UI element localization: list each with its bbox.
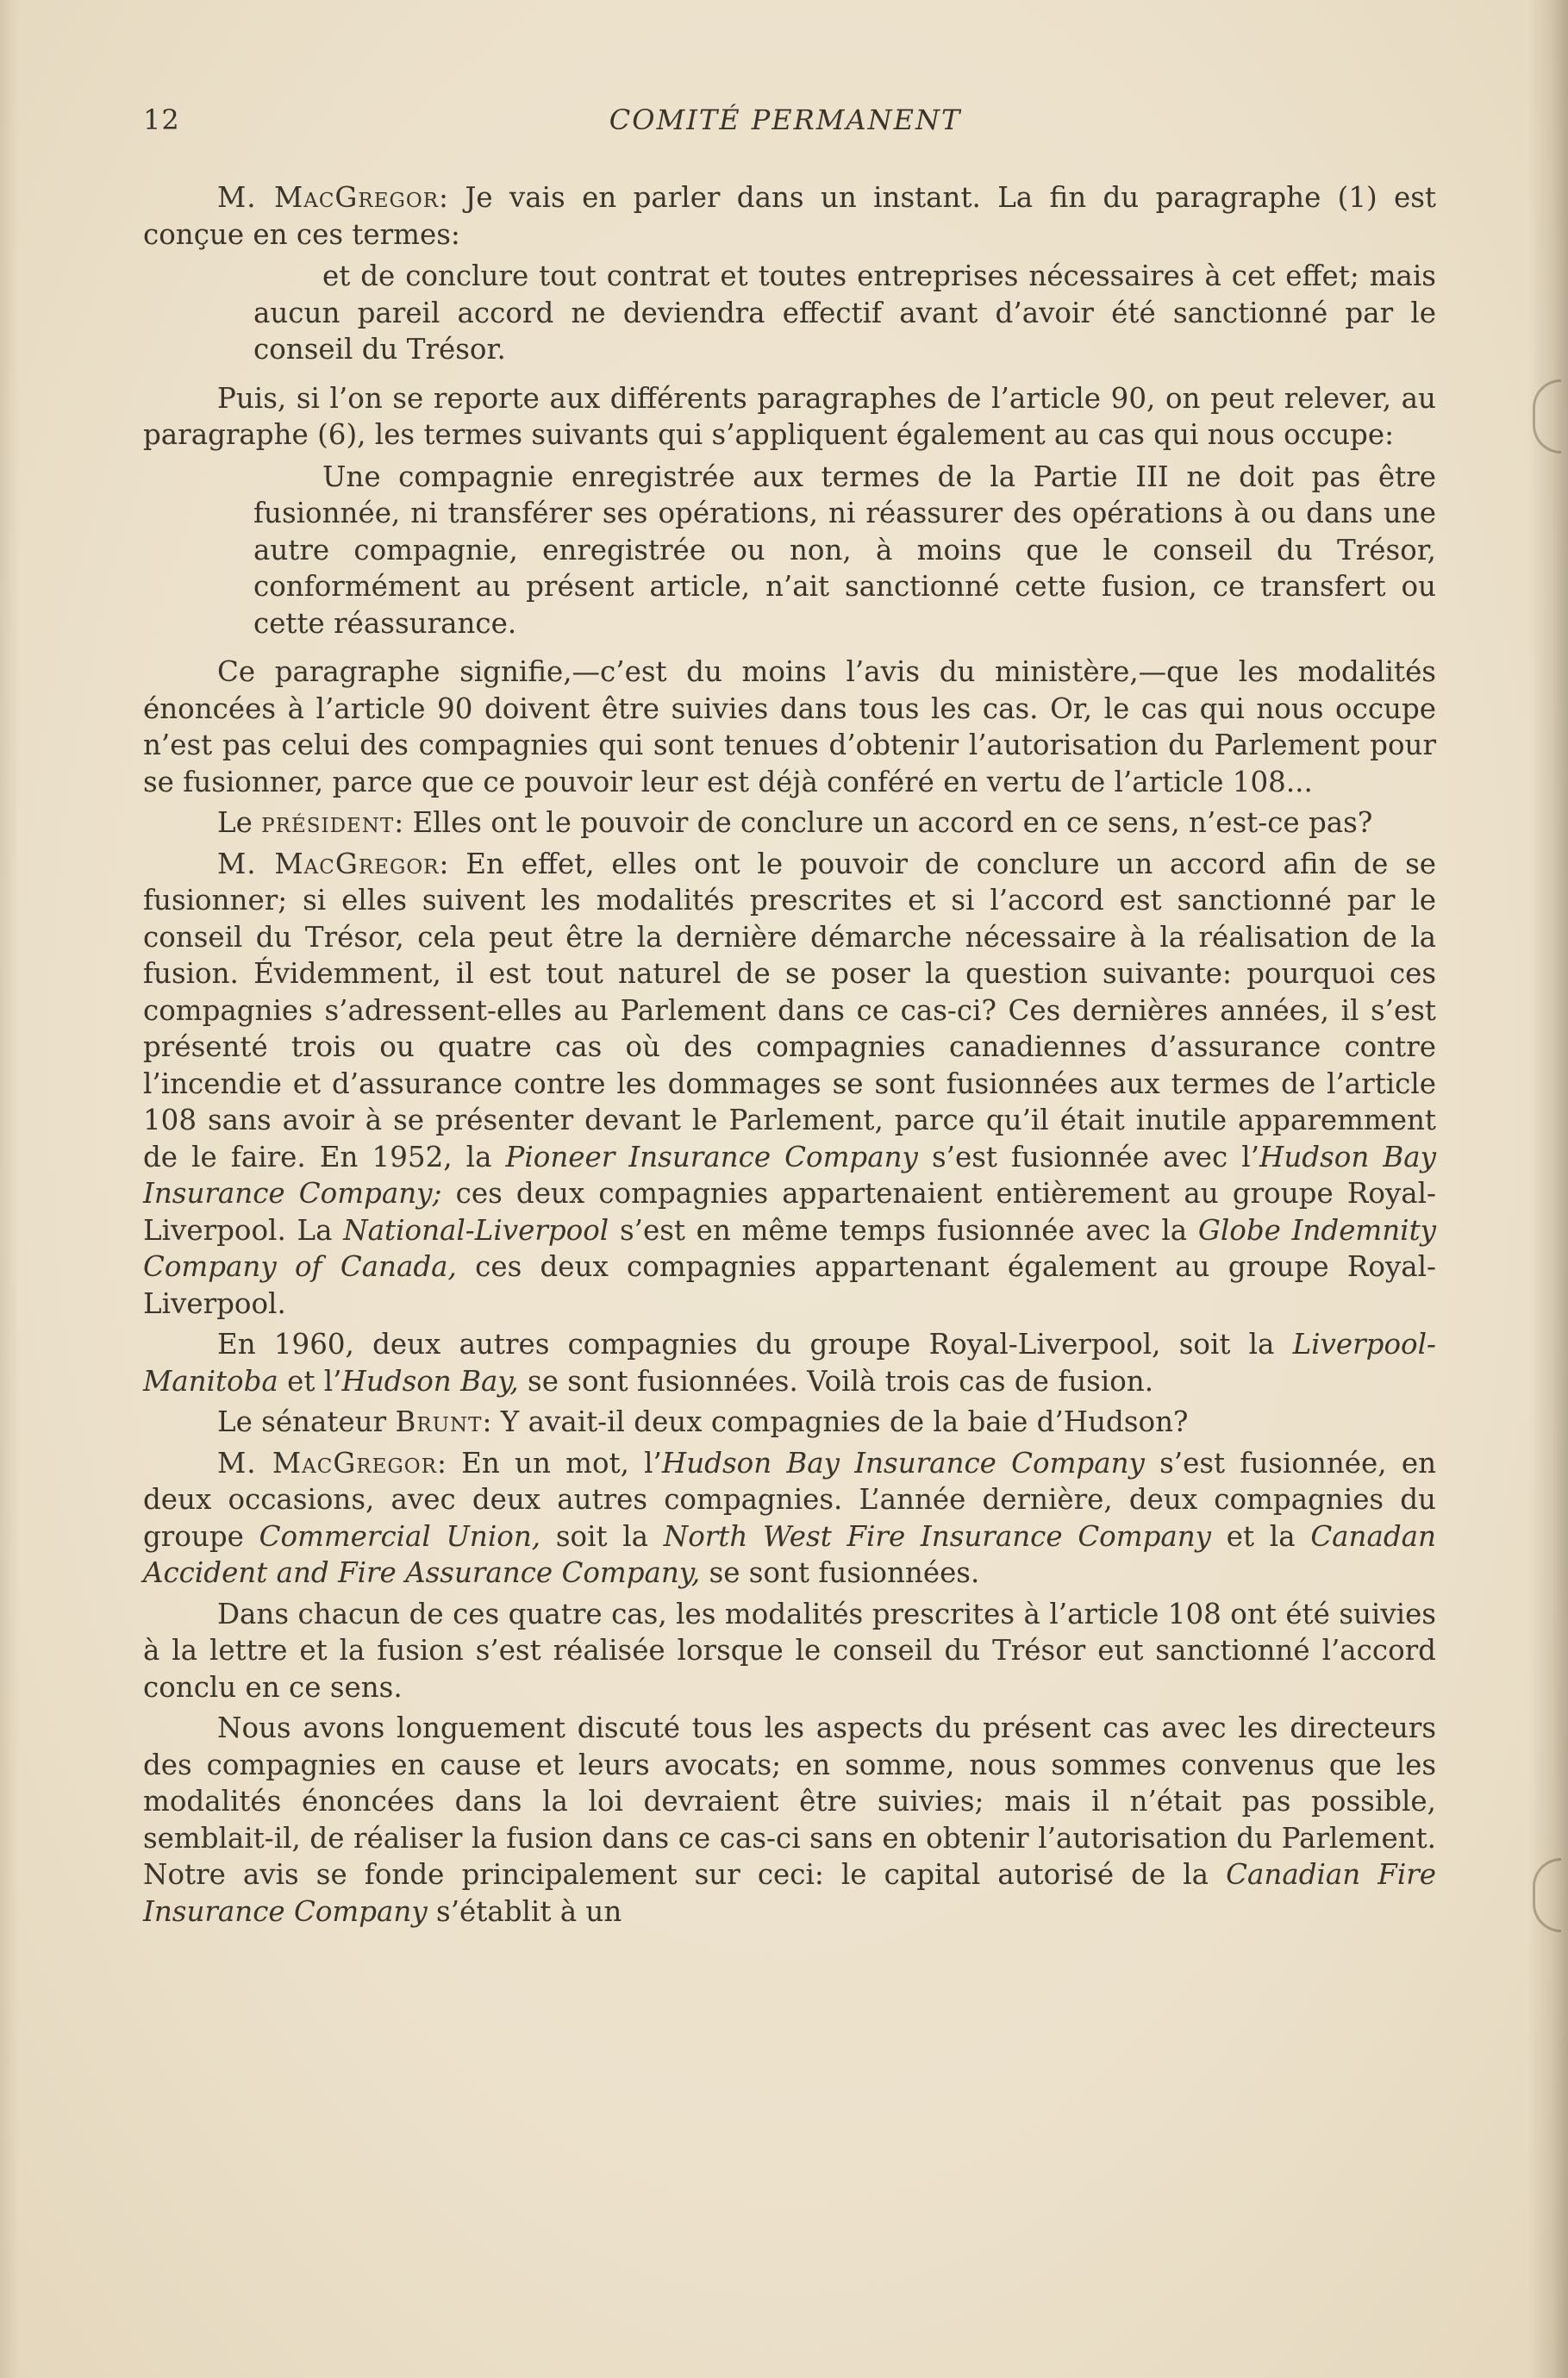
- paragraph-text: s’est en même temps fusionnée avec la: [609, 1213, 1198, 1247]
- block-quote: et de conclure tout contrat et toutes entreprises nécessaires à cet effet; mais aucun pareil accord ne deviendra effectif avant d’avoir été sanctionné par le conseil du Trésor.: [253, 260, 1436, 366]
- paragraph: [143, 1404, 1436, 1441]
- paragraph: Puis, si l’on se reporte aux différents paragraphes de l’article 90, on peut relever, au paragraphe (6), les termes suivants qui s’appliquent également au cas qui nous occupe:: [143, 381, 1436, 451]
- company-name: Commercial Union,: [259, 1519, 541, 1553]
- paragraph-text: s’est fusionnée, en deux occasions, avec deux autres compagnies. L’année dernière, deux compagnies du groupe: [143, 1446, 1437, 1553]
- paragraph: [143, 804, 1436, 842]
- company-name: Hudson Bay Insurance Company;: [143, 1140, 1436, 1210]
- page-left-edge: [0, 0, 19, 2378]
- block-quote: Une compagnie enregistrée aux termes de la Partie III ne doit pas être fusionnée, ni transférer ses opérations, ni réassurer des opérations à ou dans une autre compagnie, enregistrée ou non, à moins que le conseil du Trésor, conformément au présent article, n’ait sanctionné cette fusion, ce transfert ou cette réassurance.: [253, 460, 1436, 640]
- company-name: National-Liverpool: [343, 1213, 609, 1247]
- page-number: 12: [143, 103, 180, 136]
- paragraph-text: : Elles ont le pouvoir de conclure un accord en ce sens, n’est-ce pas?: [394, 806, 1373, 839]
- paragraph-text: et la: [1211, 1519, 1311, 1553]
- paragraph-text: se sont fusionnées. Voilà trois cas de fusion.: [518, 1364, 1154, 1398]
- paragraph-text: En 1960, deux autres compagnies du groupe Royal-Liverpool, soit la: [217, 1328, 1293, 1361]
- company-name: Canadian Fire Insurance Company: [143, 1858, 1436, 1928]
- speaker-name: M. MacGregor: [217, 181, 440, 214]
- paragraph-text: : Je vais en parler dans un instant. La fin du paragraphe (1) est conçue en ces termes:: [143, 181, 1436, 251]
- company-name: Globe Indemnity Company of Canada,: [143, 1213, 1436, 1283]
- paragraph-text: : Y avait-il deux compagnies de la baie d’Hudson?: [482, 1405, 1189, 1438]
- speaker-name: M. MacGregor: [217, 1446, 437, 1480]
- speaker-prefix: Le sénateur: [217, 1405, 396, 1438]
- paragraph: [143, 1445, 1436, 1592]
- paragraph-text: : En effet, elles ont le pouvoir de conclure un accord afin de se fusionner; si elles suivent les modalités prescrites et si l’accord est sanctionné par le conseil du Trésor, cela peut être la dernière démarche nécessaire à la réalisation de la fusion. Évidemment, il est tout naturel de se poser la question suivante: pourquoi ces compagnies s’adressent-elles au Parlement dans ce cas-ci? Ces dernières années, il s’est présenté trois ou quatre cas où des compagnies canadiennes d’assurance contre l’incendie et d’assurance contre les dommages se sont fusionnées aux termes de l’article 108 sans avoir à se présenter devant le Parlement, parce qu’il était inutile apparemment de le faire. En 1952, la: [143, 847, 1436, 1173]
- company-name: Liverpool-Manitoba: [143, 1328, 1436, 1398]
- running-head: COMITÉ PERMANENT: [609, 103, 962, 136]
- paragraph-text: ces deux compagnies appartenant également au groupe Royal-Liverpool.: [143, 1250, 1437, 1320]
- paragraph-text: s’établit à un: [427, 1894, 622, 1928]
- company-name: North West Fire Insurance Company: [663, 1519, 1212, 1553]
- paragraph-text: soit la: [540, 1519, 664, 1553]
- page-header: [143, 103, 1436, 147]
- paragraph: [143, 179, 1436, 253]
- speaker-name: M. MacGregor: [217, 847, 440, 880]
- paragraph-text: s’est fusionnée avec l’: [917, 1140, 1260, 1173]
- paragraph: [143, 846, 1436, 1323]
- speaker-name: président: [261, 806, 395, 839]
- paragraph: [143, 1326, 1436, 1399]
- speaker-name: Brunt: [395, 1405, 483, 1438]
- text-body: [143, 179, 1436, 1934]
- speaker-prefix: Le: [217, 806, 262, 839]
- company-name: Canadan Accident and Fire Assurance Company,: [143, 1519, 1436, 1589]
- paragraph-text: Nous avons longuement discuté tous les aspects du présent cas avec les directeurs des compagnies en cause et leurs avocats; en somme, nous sommes convenus que les modalités énoncées dans la loi devraient être suivies; mais il n’était pas possible, semblait-il, de réaliser la fusion dans ce cas-ci sans en obtenir l’autorisation du Parlement. Notre avis se fonde principalement sur ceci: le capital autorisé de la: [143, 1712, 1436, 1891]
- paragraph: Ce paragraphe signifie,—c’est du moins l’avis du ministère,—que les modalités énoncées à l’article 90 doivent être suivies dans tous les cas. Or, le cas qui nous occupe n’est pas celui des compagnies qui sont tenues d’obtenir l’autorisation du Parlement pour se fusionner, parce que ce pouvoir leur est déjà conféré en vertu de l’article 108...: [143, 655, 1436, 798]
- paragraph-text: et l’: [278, 1364, 342, 1398]
- paragraph-text: : En un mot, l’: [436, 1446, 662, 1480]
- paragraph-text: ces deux compagnies appartenaient entièrement au groupe Royal-Liverpool. La: [143, 1177, 1436, 1247]
- paragraph-text: se sont fusionnées.: [700, 1556, 980, 1589]
- paragraph: Dans chacun de ces quatre cas, les modalités prescrites à l’article 108 ont été suivies à la lettre et la fusion s’est réalisée lorsque le conseil du Trésor eut sanctionné l’accord conclu en ce sens.: [143, 1597, 1436, 1704]
- company-name: Hudson Bay,: [341, 1364, 519, 1398]
- paragraph: [143, 1710, 1436, 1930]
- company-name: Hudson Bay Insurance Company: [661, 1446, 1145, 1480]
- company-name: Pioneer Insurance Company: [505, 1140, 918, 1173]
- page-binding-shadow: [1528, 0, 1568, 2378]
